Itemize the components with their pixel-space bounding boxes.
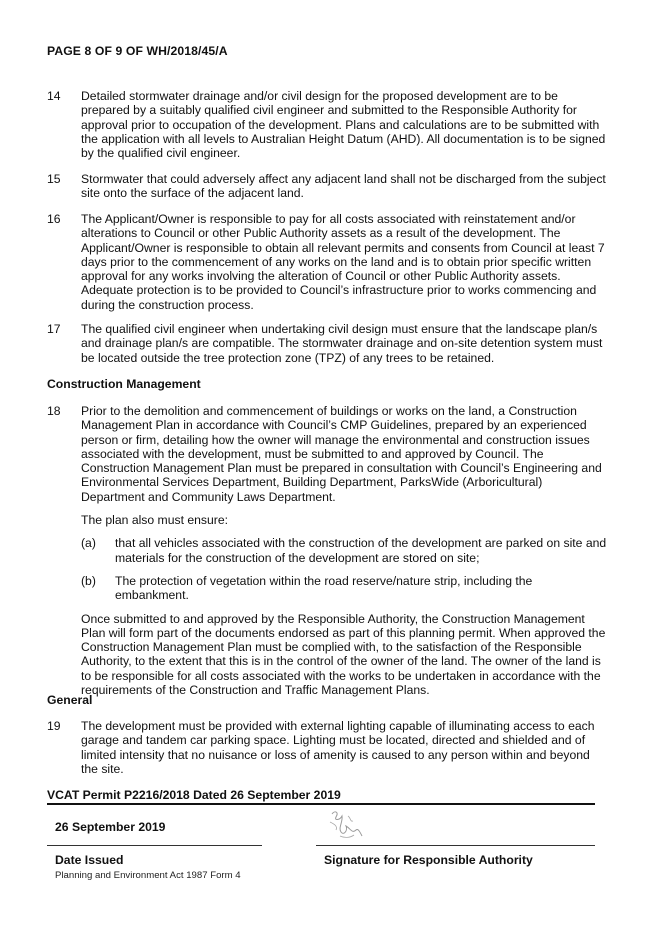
- vcat-permit-line: VCAT Permit P2216/2018 Dated 26 September 2019: [47, 788, 341, 802]
- condition-text: Stormwater that could adversely affect any adjacent land shall not be discharged from the subject site onto the surface of the adjacent land.: [81, 172, 606, 201]
- condition-number: 17: [47, 322, 61, 336]
- condition-17: [47, 322, 607, 365]
- signature-label: Signature for Responsible Authority: [324, 853, 533, 867]
- date-issued-label: Date Issued: [55, 853, 124, 867]
- sub-item-text: that all vehicles associated with the construction of the development are parked on site and materials for the construction of the development are stored on site;: [115, 536, 607, 565]
- section-heading-general: General: [47, 693, 93, 707]
- condition-19: [47, 719, 607, 776]
- sub-item-label: (b): [81, 573, 96, 588]
- condition-number: 18: [47, 404, 61, 418]
- condition-number: 16: [47, 212, 61, 226]
- condition-18: [47, 404, 607, 697]
- issue-date-value: 26 September 2019: [55, 820, 166, 834]
- form-reference: Planning and Environment Act 1987 Form 4: [55, 870, 241, 881]
- condition-15: [47, 172, 607, 201]
- condition-text: The Applicant/Owner is responsible to pay for all costs associated with reinstatement and/or alterations to Council or other Public Authority assets as a result of the development. The Applicant/Owner is responsible to obtain all relevant permits and consents from Council at least 7 days prior to the commencement of any works on the land and is to obtain prior specific written approval for any works involving the alteration of Council or other Public Authority assets. Adequate protection is to be provided to Council’s infrastructure prior to works commencing and during the construction process.: [81, 212, 605, 312]
- condition-text: The development must be provided with external lighting capable of illuminating access to each garage and tandem car parking space. Lighting must be located, directed and shielded and of limited intensity that no nuisance or loss of amenity is caused to any person within and beyond the site.: [81, 719, 595, 776]
- ensure-intro: The plan also must ensure:: [81, 513, 229, 528]
- authority-signature-line: [316, 845, 595, 846]
- sub-item-b: [81, 574, 607, 603]
- sub-item-label: (a): [81, 536, 96, 551]
- section-heading-construction: Construction Management: [47, 377, 201, 391]
- signature-mark: [326, 808, 366, 842]
- condition-16: [47, 212, 607, 312]
- date-signature-line: [47, 845, 262, 846]
- condition-number: 15: [47, 172, 61, 186]
- condition-text: Prior to the demolition and commencement of buildings or works on the land, a Construction Management Plan in accordance with Council’s CMP Guidelines, prepared by an experienced person or firm, detailing how the owner will manage the environmental and construction issues associated with the development, must be submitted to and approved by Council. The Construction Management Plan must be prepared in consultation with Council’s Engineering and Environmental Services Department, Building Department, ParksWide (Arboricultural) Department and Community Laws Department.: [81, 404, 602, 504]
- closing-text: Once submitted to and approved by the Responsible Authority, the Construction Management Plan will form part of the documents endorsed as part of this planning permit. When approved the Construction Management Plan must be complied with, to the satisfaction of the Responsible Authority, to the extent that this is in the control of the owner of the land. The owner of the land is to be responsible for all costs associated with the works to be undertaken in accordance with the requirements of the Construction and Traffic Management Plans.: [81, 611, 606, 698]
- footer-divider: [47, 803, 595, 805]
- condition-text: Detailed stormwater drainage and/or civil design for the proposed development are to be prepared by a suitably qualified civil engineer and submitted to the Responsible Authority for approval prior to occupation of the development. Plans and calculations are to be submitted with the application with all levels to Australian Height Datum (AHD). All documentation is to be signed by the qualified civil engineer.: [81, 89, 606, 161]
- sub-item-a: [81, 536, 607, 565]
- condition-number: 19: [47, 719, 61, 733]
- condition-number: 14: [47, 89, 61, 103]
- sub-item-text: The protection of vegetation within the road reserve/nature strip, including the embankment.: [115, 573, 533, 603]
- page-header: PAGE 8 OF 9 OF WH/2018/45/A: [47, 44, 228, 58]
- condition-text: The qualified civil engineer when undertaking civil design must ensure that the landscape plan/s and drainage plan/s are compatible. The stormwater drainage and on-site detention system must be located outside the tree protection zone (TPZ) of any trees to be retained.: [81, 322, 603, 365]
- condition-14: [47, 89, 607, 160]
